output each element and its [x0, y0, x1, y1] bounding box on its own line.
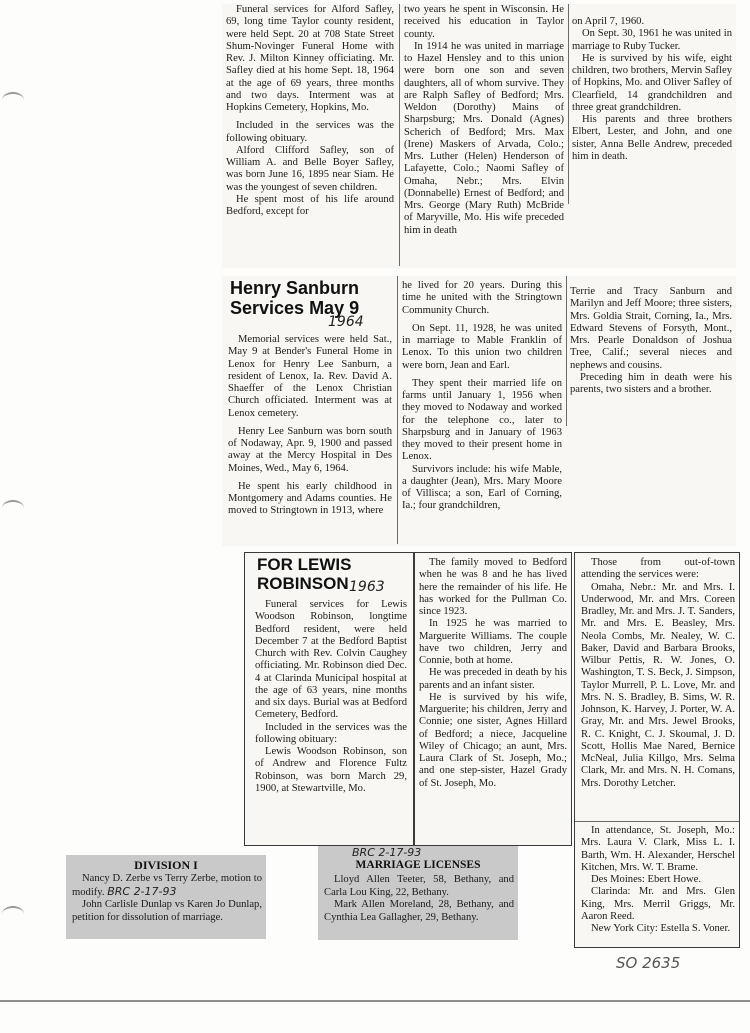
paragraph: He is survived by his wife, Marguerite; his children, Jerry and Connie; one sister, Agnes Hillard of Bedford; a niece, Jacqueline Wiley of Chicago; an aunt, Mrs. Laura Clark of St. Joseph, Mo.; and one step-sister, Hazel Grady of St. Joseph, Mo. — [419, 691, 567, 789]
paragraph: on April 7, 1960. — [572, 16, 645, 27]
paragraph: In 1914 he was united in marriage to Hazel Hensley and to this union were born one son and seven daughters, all of whom survive. They are Ralph Safley of Bedford; Mrs. Weldon (Dorothy) Mains of Sharpsburg; Mrs. Donald (Agnes) Scherich of Bedford; Mrs. Max (Irene) Maskers of Arvada, Colo.; Mrs. Luther (Helen) Henderson of Lafayette, Colo.; Naomi Safley of Omaha, Nebr.; Mrs. Elvin (Donnabelle) Ernest of Bedford; and Mrs. George (Mary Ruth) McBride of Maryville, Mo. His wife preceded him in death — [404, 40, 564, 236]
alford-column-3 — [572, 16, 732, 206]
column-rule — [566, 276, 567, 426]
lewis-headline: FOR LEWIS ROBINSON — [257, 555, 352, 593]
paragraph: Funeral services for Lewis Woodson Robinson, longtime Bedford resident, were held December 7 at the Bedford Baptist Church with Rev. Colvin Caughey officiating. Mr. Robinson died Dec. 4 at Clarinda Municipal hospital at the age of 63 years, nine months and six days. Burial was at Bedford Cemetery, Bedford. — [255, 599, 407, 721]
license-entry-2: Mark Allen Moreland, 28, Bethany, and Cynthia Lea Gallagher, 29, Bethany. — [324, 899, 514, 923]
paragraph: He is survived by his wife, eight children, two brothers, Mervin Safley of Hopkins, Mo. and Oliver Safley of Clearfield, 14 grandchildren and three great grandchildren. — [572, 52, 732, 113]
paragraph: On Sept. 11, 1928, he was united in marriage to Mable Franklin of Lenox. To this union two children were born, Jean and Earl. — [402, 322, 562, 371]
paragraph: Lewis Woodson Robinson, son of Andrew and Florence Fultz Robinson, was born March 29, 1900, at Stewartville, Mo. — [255, 746, 407, 794]
clipping-lewis-robinson-col2 — [414, 552, 572, 846]
paragraph: Memorial services were held Sat., May 9 at Bender's Funeral Home in Lenox for Henry Lee Sanburn, a resident of Lenox, Ia. Rev. David A. Shaeffer of the Lenox Christian Church officiated. Interment was at Lenox cemetery. — [228, 334, 392, 419]
paragraph: Those from out-of-town attending the services were: — [581, 557, 735, 581]
lewis-column-3 — [581, 557, 735, 819]
clipping-alford-safley — [222, 4, 736, 268]
lewis-column-2 — [419, 557, 567, 843]
division-entry-1: Nancy D. Zerbe vs Terry Zerbe, motion to modify. BRC 2-17-93 — [72, 873, 262, 898]
paragraph: In attendance, St. Joseph, Mo.: Mrs. Laura V. Clark, Miss L. I. Barth, Wm. H. Alexander, Herschel Kitchen, Mrs. W. T. Brame. — [581, 825, 735, 873]
section-rule — [575, 821, 739, 822]
paragraph: Included in the services was the following obituary. — [226, 120, 394, 144]
license-entry-1: Lloyd Allen Teeter, 58, Bethany, and Carla Lou King, 22, Bethany. — [324, 874, 514, 898]
paragraph: Preceding him in death were his parents, two sisters and a brother. — [570, 371, 732, 395]
paragraph: Survivors include: his wife Mable, a daughter (Jean), Mrs. Mary Moore of Villisca; a son, Earl of Corning, Ia.; four grandchildren, — [402, 463, 562, 512]
paragraph: The family moved to Bedford when he was 8 and he has lived here the remainder of his life. He has worked for the Pullman Co. since 1923. — [419, 557, 567, 617]
paragraph: He spent his early childhood in Montgomery and Adams counties. He moved to Stringtown in 1913, where — [228, 480, 392, 517]
handwritten-year: 1964 — [328, 314, 364, 330]
alford-column-2 — [404, 4, 564, 266]
paragraph: Funeral services for Alford Safley, 69, long time Taylor county resident, were held Sept. 20 at 708 State Street Shum-Novinger Funeral Home with Rev. J. Milton Kinney officiating. Mr. Safley died at his home Sept. 18, 1964 at the age of 69 years, three months and two days. Interment was at Hopkins Cemetery, Hopkins, Mo. — [226, 4, 394, 113]
page-bottom-rule — [0, 1000, 750, 1002]
lewis-column-3-lower — [581, 825, 735, 945]
licenses-title: MARRIAGE LICENSES — [355, 859, 481, 871]
henry-column-3 — [570, 286, 732, 426]
henry-column-2 — [402, 280, 562, 542]
column-rule — [399, 4, 400, 266]
paragraph: Clarinda: Mr. and Mrs. Glen King, Mrs. Merril Griggs, Mr. Aaron Reed. — [581, 886, 735, 922]
paragraph: In 1925 he was married to Marguerite Williams. The couple have two children, Jerry and Connie, both at home. — [419, 618, 567, 666]
binder-hole — [2, 500, 24, 516]
division-title: DIVISION I — [134, 858, 198, 872]
paragraph: He was preceded in death by his parents and an infant sister. — [419, 667, 567, 691]
paragraph: Des Moines: Ebert Howe. — [591, 874, 702, 885]
binder-hole — [2, 92, 24, 108]
paragraph: They spent their married life on farms until January 1, 1956 when they moved to Nodaway and worked for the telephone co., later to Sharpsburg and in January of 1963 they moved to their present home in Lenox. — [402, 377, 562, 463]
paragraph: he lived for 20 years. During this time he united with the Stringtown Community Church. — [402, 280, 562, 316]
paragraph: Alford Clifford Safley, son of William A. and Belle Boyer Safley, was born June 16, 1895 near Siam. He was the youngest of seven children. — [226, 144, 394, 193]
clipping-marriage-licenses — [318, 846, 518, 940]
clipping-division-i — [66, 855, 266, 939]
paragraph: His parents and three brothers Elbert, Lester, and John, and one sister, Anna Belle Andrew, preceded him in death. — [572, 114, 732, 162]
binder-hole — [2, 906, 24, 922]
clipping-henry-sanburn — [222, 276, 736, 546]
column-rule — [397, 276, 398, 544]
paragraph: Omaha, Nebr.: Mr. and Mrs. I. Underwood, Mr. and Mrs. Coreen Bradley, Mr. and Mrs. J. T. Sanders, Mr. and Mrs. E. Beasley, Mrs. Neola Combs, Mr. Nealey, W. C. Baker, David and Barbara Brooks, Wilbur Pettis, R. W. Jones, O. Washington, T. S. Beck, J. Simpson, Taylor Murrell, P. L. Love, Mr. and Mrs. N. S. Bradley, B. Sims, W. R. Johnson, K. Harvey, J. Porter, W. A. Gray, Mr. and Mrs. Jewel Brooks, R. C. Knight, C. J. Skoumal, J. D. Scott, Hollis Mae Nared, Bernice McNeal, Julia Killgo, Mrs. Selma Clark, Mr. and Mrs. N. H. Comans, Mrs. Dorothy Letcher. — [581, 581, 735, 789]
henry-column-1 — [228, 334, 392, 544]
paragraph: Henry Lee Sanburn was born south of Nodaway, Apr. 9, 1900 and passed away at the Mercy Hospital in Des Moines, Wed., May 6, 1964. — [228, 425, 392, 474]
paragraph: two years he spent in Wisconsin. He received his education in Taylor county. — [404, 4, 564, 40]
clipping-lewis-robinson-col3 — [574, 552, 740, 948]
column-rule — [568, 4, 569, 204]
division-entry-2: John Carlisle Dunlap vs Karen Jo Dunlap, petition for dissolution of marriage. — [72, 899, 262, 923]
handwritten-date: BRC 2-17-93 — [352, 846, 422, 859]
handwritten-date: BRC 2-17-93 — [107, 884, 177, 898]
alford-column-1 — [226, 4, 394, 266]
paragraph: New York City: Estella S. Voner. — [591, 923, 731, 934]
page-note: SO 2635 — [616, 954, 681, 972]
division-body — [72, 873, 262, 937]
paragraph: On Sept. 30, 1961 he was united in marriage to Ruby Tucker. — [572, 28, 732, 52]
paragraph: Included in the services was the following obituary: — [255, 721, 407, 745]
paragraph: Terrie and Tracy Sanburn and Marilyn and Jeff Moore; three sisters, Mrs. Goldia Strait, Corning, Ia., Mrs. Edward Stevens of Forsyth, Mont., Mrs. Pearle Donaldson of Joshua Tree, Calif.; several nieces and nephews and cousins. — [570, 286, 732, 371]
clipping-lewis-robinson-col1 — [244, 552, 414, 846]
paragraph: He spent most of his life around Bedford, except for — [226, 193, 394, 217]
licenses-body — [324, 874, 514, 938]
handwritten-year: 1963 — [349, 579, 385, 595]
lewis-column-1 — [255, 599, 407, 843]
henry-headline: Henry Sanburn Services May 9 — [230, 278, 360, 318]
